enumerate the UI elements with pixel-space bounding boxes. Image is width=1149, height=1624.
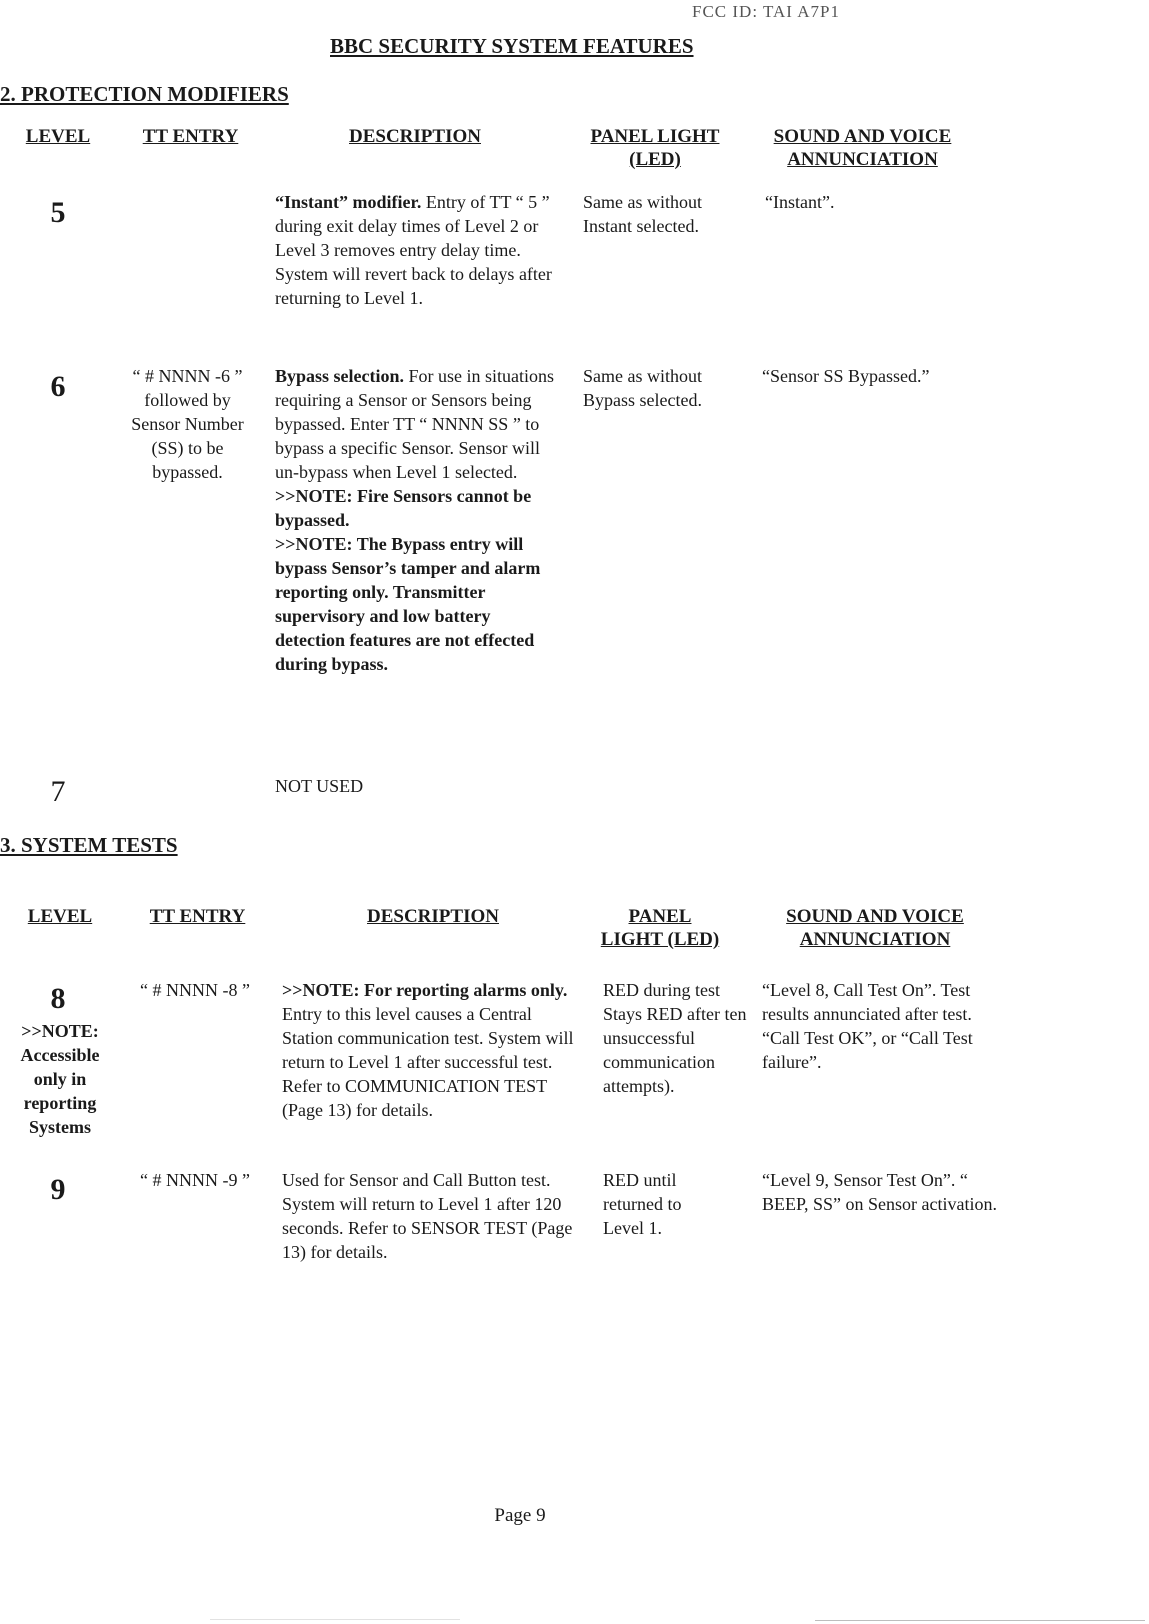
level-number: 7 (50, 775, 66, 808)
col-header-sound-voice: SOUND AND VOICE ANNUNCIATION (786, 906, 964, 950)
section-title-protection-modifiers: 2. PROTECTION MODIFIERS (0, 82, 289, 106)
panel-light-cell: RED during test Stays RED after ten unsuccessful communication attempts). (603, 980, 747, 1096)
sound-voice-cell: “Sensor SS Bypassed.” (762, 366, 930, 386)
description-lead: >>NOTE: For reporting alarms only. (282, 980, 568, 1000)
panel-light-cell: Same as without Bypass selected. (583, 366, 702, 410)
sound-voice-cell: “Level 8, Call Test On”. Test results annunciated after test. “Call Test OK”, or “Call Test failure”. (762, 980, 973, 1072)
description-text: For use in situations requiring a Sensor or Sensors being bypassed. Enter TT “ NNNN SS ” to bypass a specific Sensor. Sensor will un-bypass when Level 1 selected. (275, 366, 555, 482)
col-header-level: LEVEL (27, 906, 93, 927)
tt-entry-cell: “ # NNNN -6 ” followed by Sensor Number (SS) to be bypassed. (131, 366, 244, 482)
level-number: 6 (50, 370, 66, 403)
description-cell: NOT USED (275, 776, 364, 796)
description-lead: Bypass selection. (275, 366, 405, 386)
level-number: 8 (50, 982, 66, 1015)
scan-artifact-line (210, 1619, 460, 1620)
col-header-sound-voice: SOUND AND VOICE ANNUNCIATION (773, 126, 952, 170)
col-header-description: DESCRIPTION (349, 126, 481, 147)
level-number: 5 (50, 196, 66, 229)
description-text: Entry to this level causes a Central Station communication test. System will return to Level 1 after successful test. Refer to COMMUNICATION TEST (Page 13) for details. (282, 1004, 574, 1120)
sound-voice-cell: “Level 9, Sensor Test On”. “ BEEP, SS” on Sensor activation. (762, 1170, 997, 1214)
section-title-system-tests: 3. SYSTEM TESTS (0, 833, 178, 857)
fcc-id: FCC ID: TAI A7P1 (692, 2, 840, 21)
page-title: BBC SECURITY SYSTEM FEATURES (330, 34, 694, 58)
page-number: Page 9 (494, 1505, 546, 1526)
col-header-panel-light: PANEL LIGHT (LED) (600, 906, 720, 950)
description-cell (282, 978, 577, 1122)
description-lead: “Instant” modifier. (275, 192, 422, 212)
sound-voice-cell: “Instant”. (765, 192, 835, 212)
panel-light-cell: RED until returned to Level 1. (603, 1170, 682, 1238)
scan-artifact-line (815, 1620, 1145, 1621)
description-cell (275, 364, 561, 676)
col-header-tt-entry: TT ENTRY (142, 126, 239, 147)
col-header-tt-entry: TT ENTRY (149, 906, 246, 927)
level-note: >>NOTE: Accessible only in reporting Systems (20, 1021, 100, 1137)
level-number: 9 (50, 1173, 66, 1206)
description-text: Entry of TT “ 5 ” during exit delay times of Level 2 or Level 3 removes entry delay time. System will revert back to delays after returning to Level 1. (275, 192, 552, 308)
tt-entry-cell: “ # NNNN -8 ” (140, 980, 250, 1000)
col-header-description: DESCRIPTION (367, 906, 499, 927)
col-header-panel-light: PANEL LIGHT (LED) (590, 126, 720, 170)
note-bypass-entry: >>NOTE: The Bypass entry will bypass Sensor’s tamper and alarm reporting only. Transmitter supervisory and low battery detection features are not effected during bypass. (275, 534, 541, 674)
tt-entry-cell: “ # NNNN -9 ” (140, 1170, 250, 1190)
description-cell: Used for Sensor and Call Button test. System will return to Level 1 after 120 seconds. Refer to SENSOR TEST (Page 13) for details. (282, 1170, 573, 1262)
col-header-level: LEVEL (25, 126, 91, 147)
description-cell (275, 190, 561, 310)
note-fire-sensors: >>NOTE: Fire Sensors cannot be bypassed. (275, 486, 532, 530)
panel-light-cell: Same as without Instant selected. (583, 192, 702, 236)
